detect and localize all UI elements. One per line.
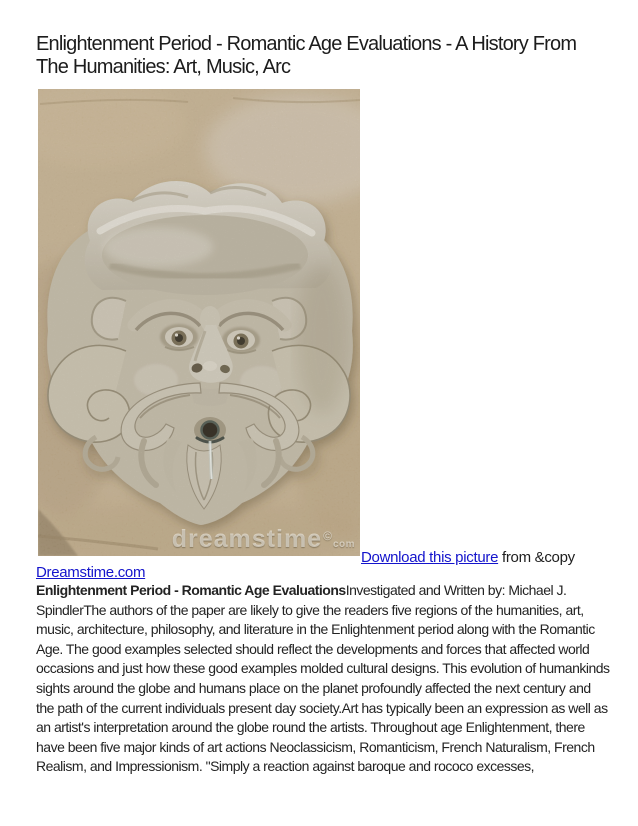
article-body-text: Investigated and Written by: Michael J. SpindlerThe authors of the paper are likely to give the readers five regions of the humanities, art, music, architecture, philosophy, and literature in the Enlightenment period along with the Romantic Age. The good examples selected should reflect the developments and forces that affected world occasions and just how these good examples molded cultural designs. This evolution of humankinds sights around the globe and humans place on the planet profoundly affected the next century and the path of the current individuals present day society.Art has typically been an expression as well as an artist's interpretation around the globe round the artists. Throughout age Enlightenment, there have been five major kinds of art actions Neoclassicism, Romanticism, French Naturalism, French Realism, and Impressionism. "Simply a reaction against baroque and rococo excesses,	[36, 582, 610, 775]
copyright-icon: ©	[323, 529, 333, 543]
article-bold-lead: Enlightenment Period - Romantic Age Evaluations	[36, 582, 346, 598]
watermark-tld: com	[332, 539, 355, 550]
watermark-brand: dreamstime	[171, 525, 323, 553]
caption-line-1	[361, 549, 575, 566]
stone-face-photo	[38, 89, 360, 556]
caption-line-2	[36, 564, 145, 581]
page-title: Enlightenment Period - Romantic Age Evaluations - A History From The Humanities: Art, Music, Arc	[36, 33, 577, 78]
download-picture-link[interactable]: Download this picture	[361, 549, 499, 566]
article-paragraph	[36, 581, 610, 777]
article-image	[38, 89, 360, 556]
dreamstime-site-link[interactable]: Dreamstime.com	[36, 564, 146, 581]
caption-text: from &copy	[498, 549, 575, 566]
